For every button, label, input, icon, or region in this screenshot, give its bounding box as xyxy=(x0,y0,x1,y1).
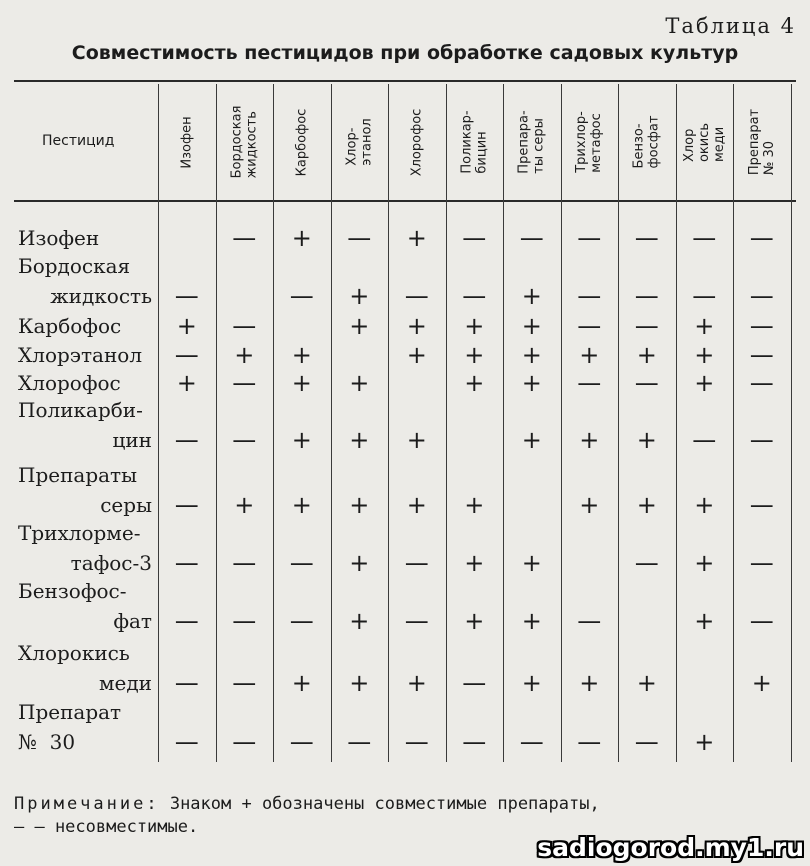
compatibility-cell: — xyxy=(347,224,372,252)
compatibility-cell: — xyxy=(174,491,199,519)
compatibility-cell: — xyxy=(634,312,659,340)
compatibility-cell: + xyxy=(291,224,312,252)
compatibility-cell: — xyxy=(174,549,199,577)
column-divider xyxy=(791,84,792,762)
row-label: Бензофос- xyxy=(18,579,127,603)
compatibility-cell: + xyxy=(176,369,197,397)
compatibility-cell: + xyxy=(291,669,312,697)
row-label: Бордоская xyxy=(18,254,131,278)
compatibility-cell: + xyxy=(406,341,427,369)
footnote-text: Знаком + обозначены совместимые препараты, xyxy=(159,794,600,814)
column-header-label: Бордоская жидкость xyxy=(229,105,260,179)
compatibility-cell: — xyxy=(232,607,257,635)
column-header xyxy=(388,86,446,198)
compatibility-cell: + xyxy=(349,669,370,697)
row-label: Хлорокись xyxy=(18,641,130,665)
compatibility-cell: — xyxy=(749,549,774,577)
table-title: Совместимость пестицидов при обработке садовых культур xyxy=(71,42,739,64)
compatibility-cell: + xyxy=(694,728,715,756)
compatibility-cell: + xyxy=(176,312,197,340)
compatibility-cell: — xyxy=(232,426,257,454)
compatibility-cell: — xyxy=(462,669,487,697)
compatibility-cell: + xyxy=(349,282,370,310)
compatibility-cell: + xyxy=(694,341,715,369)
column-header-label: Препара- ты серы xyxy=(516,110,547,174)
compatibility-cell: + xyxy=(406,491,427,519)
compatibility-cell: + xyxy=(291,341,312,369)
compatibility-cell: — xyxy=(232,312,257,340)
column-header xyxy=(273,86,331,198)
compatibility-cell: — xyxy=(232,224,257,252)
row-label: Изофен xyxy=(18,226,100,250)
compatibility-cell: — xyxy=(692,426,717,454)
compatibility-cell: + xyxy=(579,669,600,697)
column-header-label: Хлорофос xyxy=(409,108,425,176)
column-header-label: Изофен xyxy=(179,115,195,169)
compatibility-cell: — xyxy=(462,728,487,756)
compatibility-cell: — xyxy=(749,312,774,340)
row-label: фат xyxy=(113,609,152,633)
compatibility-cell: + xyxy=(636,669,657,697)
header-top-rule xyxy=(14,80,796,82)
compatibility-cell: — xyxy=(692,282,717,310)
compatibility-cell: + xyxy=(464,549,485,577)
compatibility-cell: + xyxy=(406,669,427,697)
compatibility-cell: — xyxy=(347,728,372,756)
compatibility-cell: — xyxy=(174,728,199,756)
column-header xyxy=(618,86,676,198)
compatibility-cell: + xyxy=(349,549,370,577)
row-label: № 30 xyxy=(18,730,76,754)
compatibility-cell: + xyxy=(464,491,485,519)
compatibility-cell: + xyxy=(521,282,542,310)
compatibility-cell: — xyxy=(232,549,257,577)
column-header xyxy=(503,86,561,198)
compatibility-cell: — xyxy=(577,728,602,756)
compatibility-cell: — xyxy=(749,491,774,519)
column-header-label: Хлор- этанол xyxy=(344,118,375,166)
watermark: sadiogorod.my1.ru xyxy=(537,833,804,862)
compatibility-cell: + xyxy=(521,669,542,697)
compatibility-cell: + xyxy=(694,491,715,519)
column-header xyxy=(216,86,274,198)
compatibility-cell: — xyxy=(634,224,659,252)
compatibility-cell: — xyxy=(232,669,257,697)
column-header-label: Бензо- фосфат xyxy=(631,115,662,169)
compatibility-cell: + xyxy=(579,341,600,369)
row-label: серы xyxy=(100,493,152,517)
footnote-lead: Примечание: xyxy=(14,794,160,814)
row-label: Карбофос xyxy=(18,314,122,338)
compatibility-cell: + xyxy=(464,369,485,397)
compatibility-cell: + xyxy=(521,549,542,577)
compatibility-cell: + xyxy=(406,312,427,340)
compatibility-cell: — xyxy=(577,282,602,310)
column-header-label: Поликар- бицин xyxy=(459,110,490,174)
compatibility-cell: + xyxy=(349,369,370,397)
compatibility-cell: — xyxy=(404,549,429,577)
compatibility-cell: — xyxy=(519,224,544,252)
row-label: меди xyxy=(98,671,152,695)
compatibility-cell: — xyxy=(749,607,774,635)
compatibility-cell: — xyxy=(749,341,774,369)
compatibility-cell: + xyxy=(406,426,427,454)
column-header xyxy=(158,86,216,198)
compatibility-cell: + xyxy=(694,607,715,635)
compatibility-cell: — xyxy=(404,282,429,310)
pesticide-column-header: Пестицид xyxy=(42,133,115,149)
column-header xyxy=(676,86,734,198)
compatibility-cell: + xyxy=(521,607,542,635)
compatibility-cell: + xyxy=(579,491,600,519)
compatibility-cell: + xyxy=(521,312,542,340)
table-number: Таблица 4 xyxy=(665,14,796,38)
footnote-text-2: — — несовместимые. xyxy=(14,817,199,837)
compatibility-cell: + xyxy=(406,224,427,252)
compatibility-cell: — xyxy=(634,282,659,310)
compatibility-cell: — xyxy=(289,549,314,577)
compatibility-cell: — xyxy=(462,282,487,310)
row-label: Хлорэтанол xyxy=(18,343,143,367)
compatibility-cell: — xyxy=(289,282,314,310)
row-label: цин xyxy=(112,428,152,452)
compatibility-cell: — xyxy=(577,369,602,397)
row-label: Хлорофос xyxy=(18,371,121,395)
compatibility-cell: + xyxy=(291,491,312,519)
compatibility-cell: — xyxy=(577,607,602,635)
compatibility-cell: + xyxy=(349,426,370,454)
compatibility-cell: + xyxy=(464,341,485,369)
column-header-label: Трихлор- метафос xyxy=(574,111,605,173)
compatibility-cell: + xyxy=(291,369,312,397)
compatibility-cell: — xyxy=(174,341,199,369)
compatibility-cell: — xyxy=(634,369,659,397)
column-header xyxy=(561,86,619,198)
compatibility-cell: — xyxy=(174,426,199,454)
compatibility-cell: — xyxy=(634,728,659,756)
compatibility-cell: + xyxy=(521,369,542,397)
column-header-label: Карбофос xyxy=(294,108,310,176)
compatibility-cell: + xyxy=(349,491,370,519)
row-label: тафос-3 xyxy=(70,551,152,575)
column-header xyxy=(331,86,389,198)
compatibility-cell: + xyxy=(464,312,485,340)
compatibility-cell: + xyxy=(464,607,485,635)
column-header-label: Препарат № 30 xyxy=(746,108,777,176)
compatibility-cell: + xyxy=(694,369,715,397)
compatibility-cell: — xyxy=(404,728,429,756)
compatibility-cell: — xyxy=(174,282,199,310)
compatibility-cell: + xyxy=(349,312,370,340)
compatibility-cell: — xyxy=(174,669,199,697)
compatibility-cell: + xyxy=(751,669,772,697)
compatibility-cell: — xyxy=(634,549,659,577)
compatibility-cell: + xyxy=(579,426,600,454)
compatibility-cell: + xyxy=(636,426,657,454)
row-label: Препараты xyxy=(18,463,138,487)
compatibility-cell: + xyxy=(521,426,542,454)
compatibility-cell: + xyxy=(694,312,715,340)
compatibility-cell: — xyxy=(749,426,774,454)
compatibility-cell: + xyxy=(234,491,255,519)
compatibility-cell: — xyxy=(519,728,544,756)
compatibility-cell: — xyxy=(577,224,602,252)
row-label: Препарат xyxy=(18,700,122,724)
row-label: Трихлорме- xyxy=(18,521,141,545)
compatibility-cell: + xyxy=(694,549,715,577)
compatibility-cell: — xyxy=(232,369,257,397)
compatibility-cell: + xyxy=(636,491,657,519)
column-header xyxy=(733,86,791,198)
compatibility-cell: — xyxy=(232,728,257,756)
compatibility-cell: — xyxy=(749,224,774,252)
compatibility-cell: + xyxy=(521,341,542,369)
compatibility-cell: — xyxy=(174,607,199,635)
compatibility-cell: — xyxy=(749,282,774,310)
compatibility-cell: — xyxy=(289,728,314,756)
compatibility-cell: + xyxy=(636,341,657,369)
column-header xyxy=(446,86,504,198)
compatibility-cell: — xyxy=(692,224,717,252)
header-bottom-rule xyxy=(14,200,796,202)
row-label: Поликарби- xyxy=(18,398,143,422)
row-label: жидкость xyxy=(50,284,152,308)
compatibility-cell: — xyxy=(404,607,429,635)
column-header-label: Хлор окись меди xyxy=(681,122,727,162)
compatibility-cell: — xyxy=(749,369,774,397)
compatibility-cell: — xyxy=(289,607,314,635)
compatibility-cell: — xyxy=(462,224,487,252)
compatibility-cell: + xyxy=(234,341,255,369)
compatibility-cell: + xyxy=(291,426,312,454)
compatibility-cell: — xyxy=(577,312,602,340)
compatibility-cell: + xyxy=(349,607,370,635)
